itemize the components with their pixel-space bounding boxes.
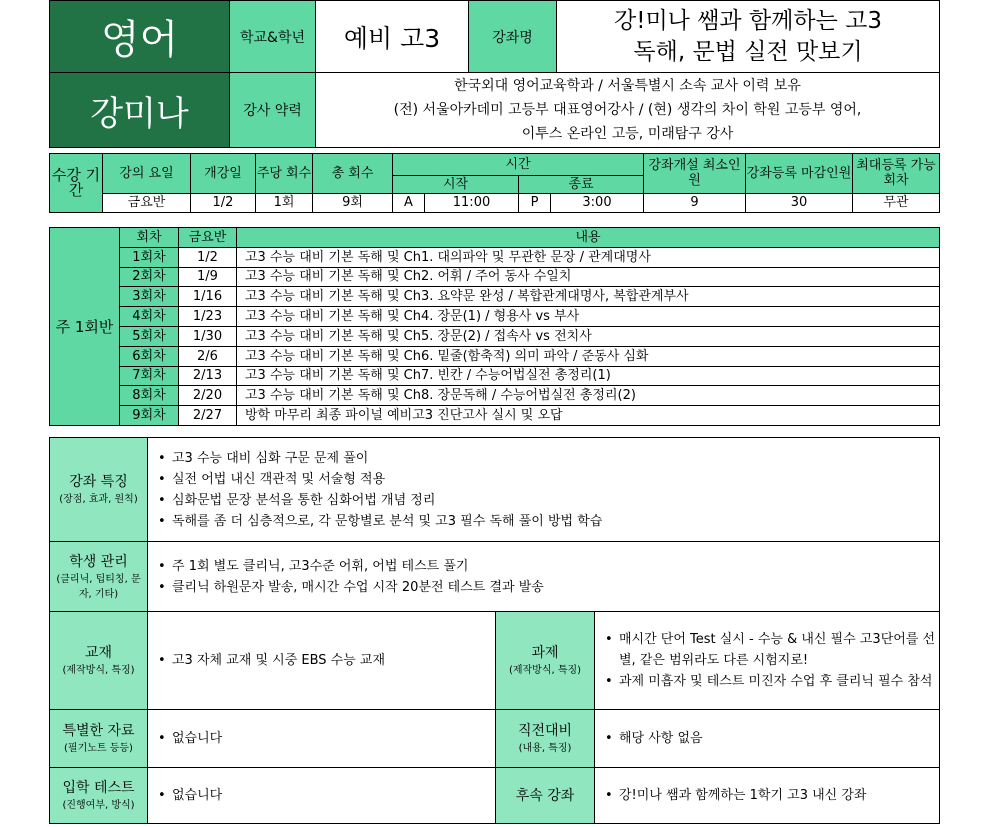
day-header: 강의 요일 — [103, 154, 191, 194]
course-period-table — [49, 153, 940, 213]
homework-sub: (제작방식, 특징) — [508, 665, 582, 676]
schedule-session: 2회차 — [120, 267, 179, 287]
total-count-header: 총 회수 — [313, 154, 393, 194]
profile-cell — [316, 73, 940, 148]
schedule-date: 2/27 — [179, 406, 237, 426]
schedule-session: 6회차 — [120, 346, 179, 366]
course-name-label: 강좌명 — [469, 1, 557, 73]
total-count-value: 9회 — [313, 193, 393, 212]
schedule-row — [50, 386, 940, 406]
max-sessions-value: 무관 — [853, 193, 940, 212]
homework-content — [595, 612, 940, 710]
homework-item: • 과제 미흡자 및 테스트 미진자 수업 후 클리닉 필수 참석 — [603, 671, 939, 692]
features-sub: (장점, 효과, 원칙) — [59, 494, 138, 505]
day-value: 금요반 — [103, 193, 191, 212]
min-people-value: 9 — [644, 193, 746, 212]
materials-content — [148, 710, 496, 768]
entry-test-label-cell — [50, 768, 148, 824]
prev-prep-label-cell — [496, 710, 595, 768]
deadline-value: 30 — [746, 193, 853, 212]
deadline-header: 강좌등록 마감인원 — [746, 154, 853, 194]
schedule-row — [50, 267, 940, 287]
features-item: • 독해를 좀 더 심층적으로, 각 문항별로 분석 및 고3 필수 독해 풀이 방법 학습 — [156, 511, 939, 532]
period-label: 수강 기간 — [50, 154, 103, 213]
schedule-content: 고3 수능 대비 기본 독해 및 Ch2. 어휘 / 주어 동사 수일치 — [237, 267, 940, 287]
schedule-table — [49, 227, 940, 426]
textbook-content — [148, 612, 496, 710]
schedule-session: 4회차 — [120, 307, 179, 327]
schedule-row — [50, 326, 940, 346]
session-header: 회차 — [120, 228, 179, 248]
weekly-count-header: 주당 회수 — [256, 154, 313, 194]
materials-item: • 없습니다 — [156, 728, 495, 749]
schedule-row — [50, 307, 940, 327]
prev-prep-content — [595, 710, 940, 768]
schedule-content: 고3 수능 대비 기본 독해 및 Ch7. 빈칸 / 수능어법실전 총정리(1) — [237, 366, 940, 386]
schedule-row — [50, 287, 940, 307]
schedule-row — [50, 247, 940, 267]
course-header-table — [49, 0, 940, 148]
homework-label: 과제 — [531, 645, 559, 661]
management-content — [148, 542, 940, 612]
schedule-date: 2/13 — [179, 366, 237, 386]
schedule-session: 5회차 — [120, 326, 179, 346]
profile-line-2: (전) 서울아카데미 고등부 대표영어강사 / (현) 생각의 차이 학원 고등부 영어, — [393, 102, 862, 118]
time-header: 시간 — [393, 154, 644, 176]
start-ampm: A — [393, 193, 425, 212]
schedule-date: 1/16 — [179, 287, 237, 307]
entry-test-content — [148, 768, 496, 824]
followup-item: • 강!미나 쌤과 함께하는 1학기 고3 내신 강좌 — [603, 785, 939, 806]
profile-line-3: 이투스 온라인 고등, 미래탐구 강사 — [521, 126, 734, 142]
features-item: • 실전 어법 내신 객관적 및 서술형 적용 — [156, 469, 939, 490]
profile-line-1: 한국외대 영어교육학과 / 서울특별시 소속 교사 이력 보유 — [454, 78, 801, 94]
schedule-content: 고3 수능 대비 기본 독해 및 Ch8. 장문독해 / 수능어법실전 총정리(2) — [237, 386, 940, 406]
features-item: • 심화문법 문장 분석을 통한 심화어법 개념 정리 — [156, 490, 939, 511]
management-label: 학생 관리 — [69, 553, 128, 570]
features-content — [148, 438, 940, 542]
content-header: 내용 — [237, 228, 940, 248]
max-sessions-header: 최대등록 가능회차 — [853, 154, 940, 194]
homework-item: • 매시간 단어 Test 실시 - 수능 & 내신 필수 고3단어를 선별, 같은 범위라도 다른 시험지로! — [603, 629, 939, 671]
schedule-content: 고3 수능 대비 기본 독해 및 Ch5. 장문(2) / 접속사 vs 전치사 — [237, 326, 940, 346]
start-time: 11:00 — [425, 193, 519, 212]
management-item: • 주 1회 별도 클리닉, 고3수준 어휘, 어법 테스트 풀기 — [156, 556, 939, 577]
schedule-session: 8회차 — [120, 386, 179, 406]
textbook-item: • 고3 자체 교재 및 시중 EBS 수능 교재 — [156, 650, 495, 671]
schedule-session: 3회차 — [120, 287, 179, 307]
schedule-date: 1/23 — [179, 307, 237, 327]
features-label-cell — [50, 438, 148, 542]
followup-content — [595, 768, 940, 824]
min-people-header: 강좌개설 최소인원 — [644, 154, 746, 194]
materials-sub: (필기노트 등등) — [64, 743, 133, 754]
start-date-header: 개강일 — [191, 154, 256, 194]
time-start-header: 시작 — [393, 176, 519, 193]
teacher-name: 강미나 — [50, 73, 230, 148]
schedule-session: 1회차 — [120, 247, 179, 267]
school-grade-value: 예비 고3 — [316, 1, 469, 73]
features-item: • 고3 수능 대비 심화 구문 문제 풀이 — [156, 448, 939, 469]
schedule-content: 방학 마무리 최종 파이널 예비고3 진단고사 실시 및 오답 — [237, 406, 940, 426]
prev-prep-sub: (내용, 특징) — [518, 743, 572, 754]
textbook-label-cell — [50, 612, 148, 710]
schedule-row — [50, 366, 940, 386]
schedule-date: 1/30 — [179, 326, 237, 346]
schedule-date: 2/6 — [179, 346, 237, 366]
end-time: 3:00 — [551, 193, 644, 212]
date-header: 금요반 — [179, 228, 237, 248]
entry-test-item: • 없습니다 — [156, 785, 495, 806]
textbook-label: 교재 — [84, 645, 113, 661]
entry-test-sub: (진행여부, 방식) — [62, 800, 135, 811]
homework-label-cell — [496, 612, 595, 710]
management-label-cell — [50, 542, 148, 612]
schedule-date: 2/20 — [179, 386, 237, 406]
course-name-cell — [557, 1, 940, 73]
schedule-date: 1/9 — [179, 267, 237, 287]
start-date-value: 1/2 — [191, 193, 256, 212]
prev-prep-label: 직전대비 — [517, 723, 573, 739]
school-grade-label: 학교&학년 — [230, 1, 316, 73]
features-label: 강좌 특징 — [69, 474, 128, 490]
management-item: • 클리닉 하원문자 발송, 매시간 수업 시작 20분전 테스트 결과 발송 — [156, 577, 939, 598]
course-details-table — [49, 437, 940, 824]
schedule-content: 고3 수능 대비 기본 독해 및 Ch4. 장문(1) / 형용사 vs 부사 — [237, 307, 940, 327]
schedule-date: 1/2 — [179, 247, 237, 267]
management-sub: (클리닉, 팁티칭, 문자, 기타) — [56, 573, 141, 600]
prev-prep-item: • 해당 사항 없음 — [603, 728, 939, 749]
schedule-content: 고3 수능 대비 기본 독해 및 Ch3. 요약문 완성 / 복합관계대명사, 복합관계부사 — [237, 287, 940, 307]
schedule-row — [50, 406, 940, 426]
materials-label-cell — [50, 710, 148, 768]
subject: 영어 — [100, 17, 179, 63]
schedule-session: 9회차 — [120, 406, 179, 426]
materials-label: 특별한 자료 — [62, 723, 135, 739]
time-end-header: 종료 — [519, 176, 644, 193]
course-name-line1: 강!미나 쌤과 함께하는 고3 — [614, 7, 882, 34]
profile-label: 강사 약력 — [230, 73, 316, 148]
followup-label-cell — [496, 768, 595, 824]
schedule-content: 고3 수능 대비 기본 독해 및 Ch1. 대의파악 및 무관한 문장 / 관계대명사 — [237, 247, 940, 267]
schedule-session: 7회차 — [120, 366, 179, 386]
followup-label: 후속 강좌 — [515, 787, 575, 804]
end-ampm: P — [519, 193, 551, 212]
subject-cell — [50, 1, 230, 73]
entry-test-label: 입학 테스트 — [62, 780, 135, 796]
textbook-sub: (제작방식, 특징) — [62, 665, 135, 676]
weekly-count-value: 1회 — [256, 193, 313, 212]
schedule-content: 고3 수능 대비 기본 독해 및 Ch6. 밑줄(함축적) 의미 파악 / 준동사 심화 — [237, 346, 940, 366]
schedule-row — [50, 346, 940, 366]
schedule-side-label: 주 1회반 — [50, 228, 120, 426]
course-name-line2: 독해, 문법 실전 맛보기 — [633, 38, 863, 65]
